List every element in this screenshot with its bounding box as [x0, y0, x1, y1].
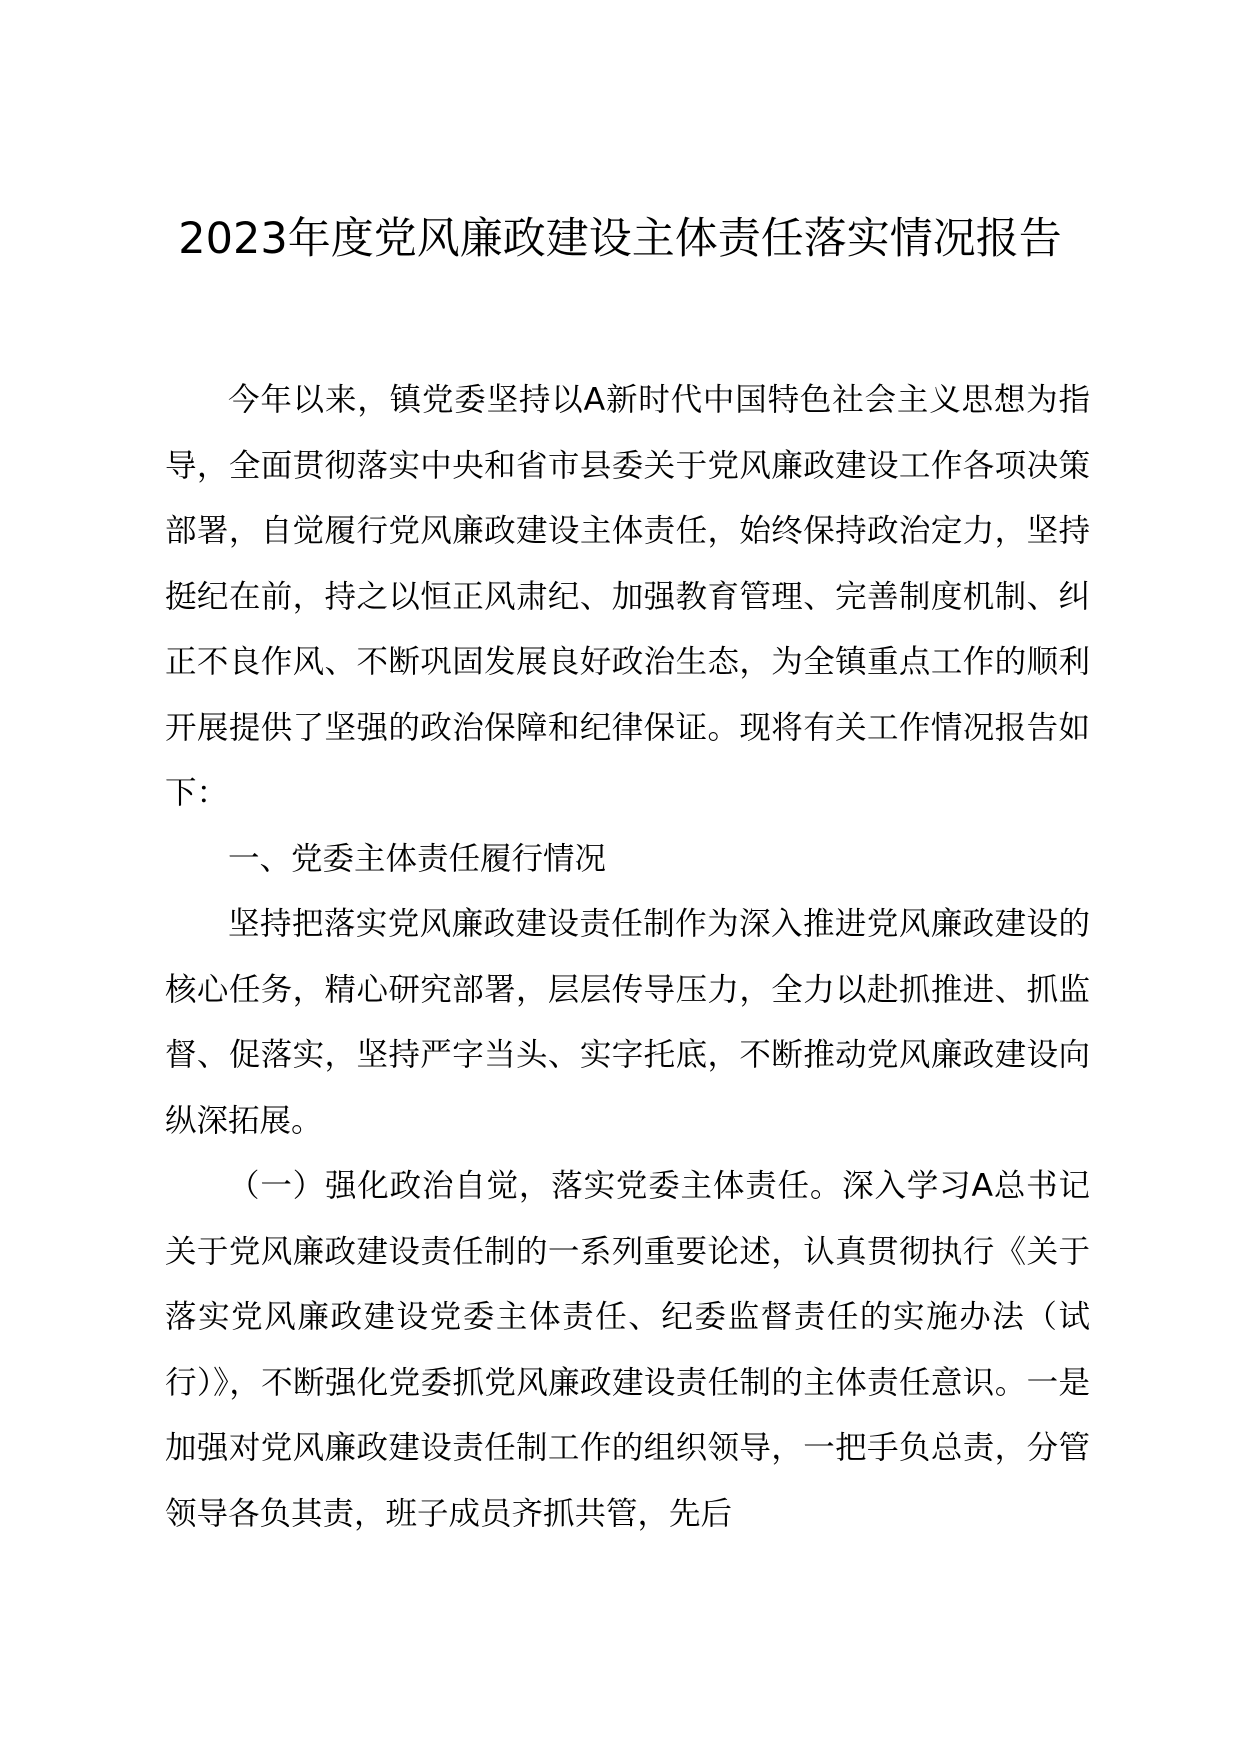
paragraph-section-1: 坚持把落实党风廉政建设责任制作为深入推进党风廉政建设的核心任务，精心研究部署，层层传导压力，全力以赴抓推进、抓监督、促落实，坚持严字当头、实字托底，不断推动党风廉政建设向纵深拓展。	[165, 906, 1090, 1139]
paragraph-intro: 今年以来，镇党委坚持以A新时代中国特色社会主义思想为指导，全面贯彻落实中央和省市县委关于党风廉政建设工作各项决策部署，自觉履行党风廉政建设主体责任，始终保持政治定力，坚持挺纪在前，持之以恒正风肃纪、加强教育管理、完善制度机制、纠正不良作风、不断巩固发展良好政治生态，为全镇重点工作的顺利开展提供了坚强的政治保障和纪律保证。现将有关工作情况报告如下：	[165, 382, 1090, 811]
document-title: 2023年度党风廉政建设主体责任落实情况报告	[178, 214, 1062, 264]
section-heading-1: 一、党委主体责任履行情况	[228, 840, 607, 877]
document-body	[165, 368, 1090, 1547]
paragraph-subsection-1: （一）强化政治自觉，落实党委主体责任。深入学习A总书记关于党风廉政建设责任制的一系列重要论述，认真贯彻执行《关于落实党风廉政建设党委主体责任、纪委监督责任的实施办法（试行）》，不断强化党委抓党风廉政建设责任制的主体责任意识。一是加强对党风廉政建设责任制工作的组织领导，一把手负总责，分管领导各负其责，班子成员齐抓共管，先后	[165, 1168, 1090, 1532]
